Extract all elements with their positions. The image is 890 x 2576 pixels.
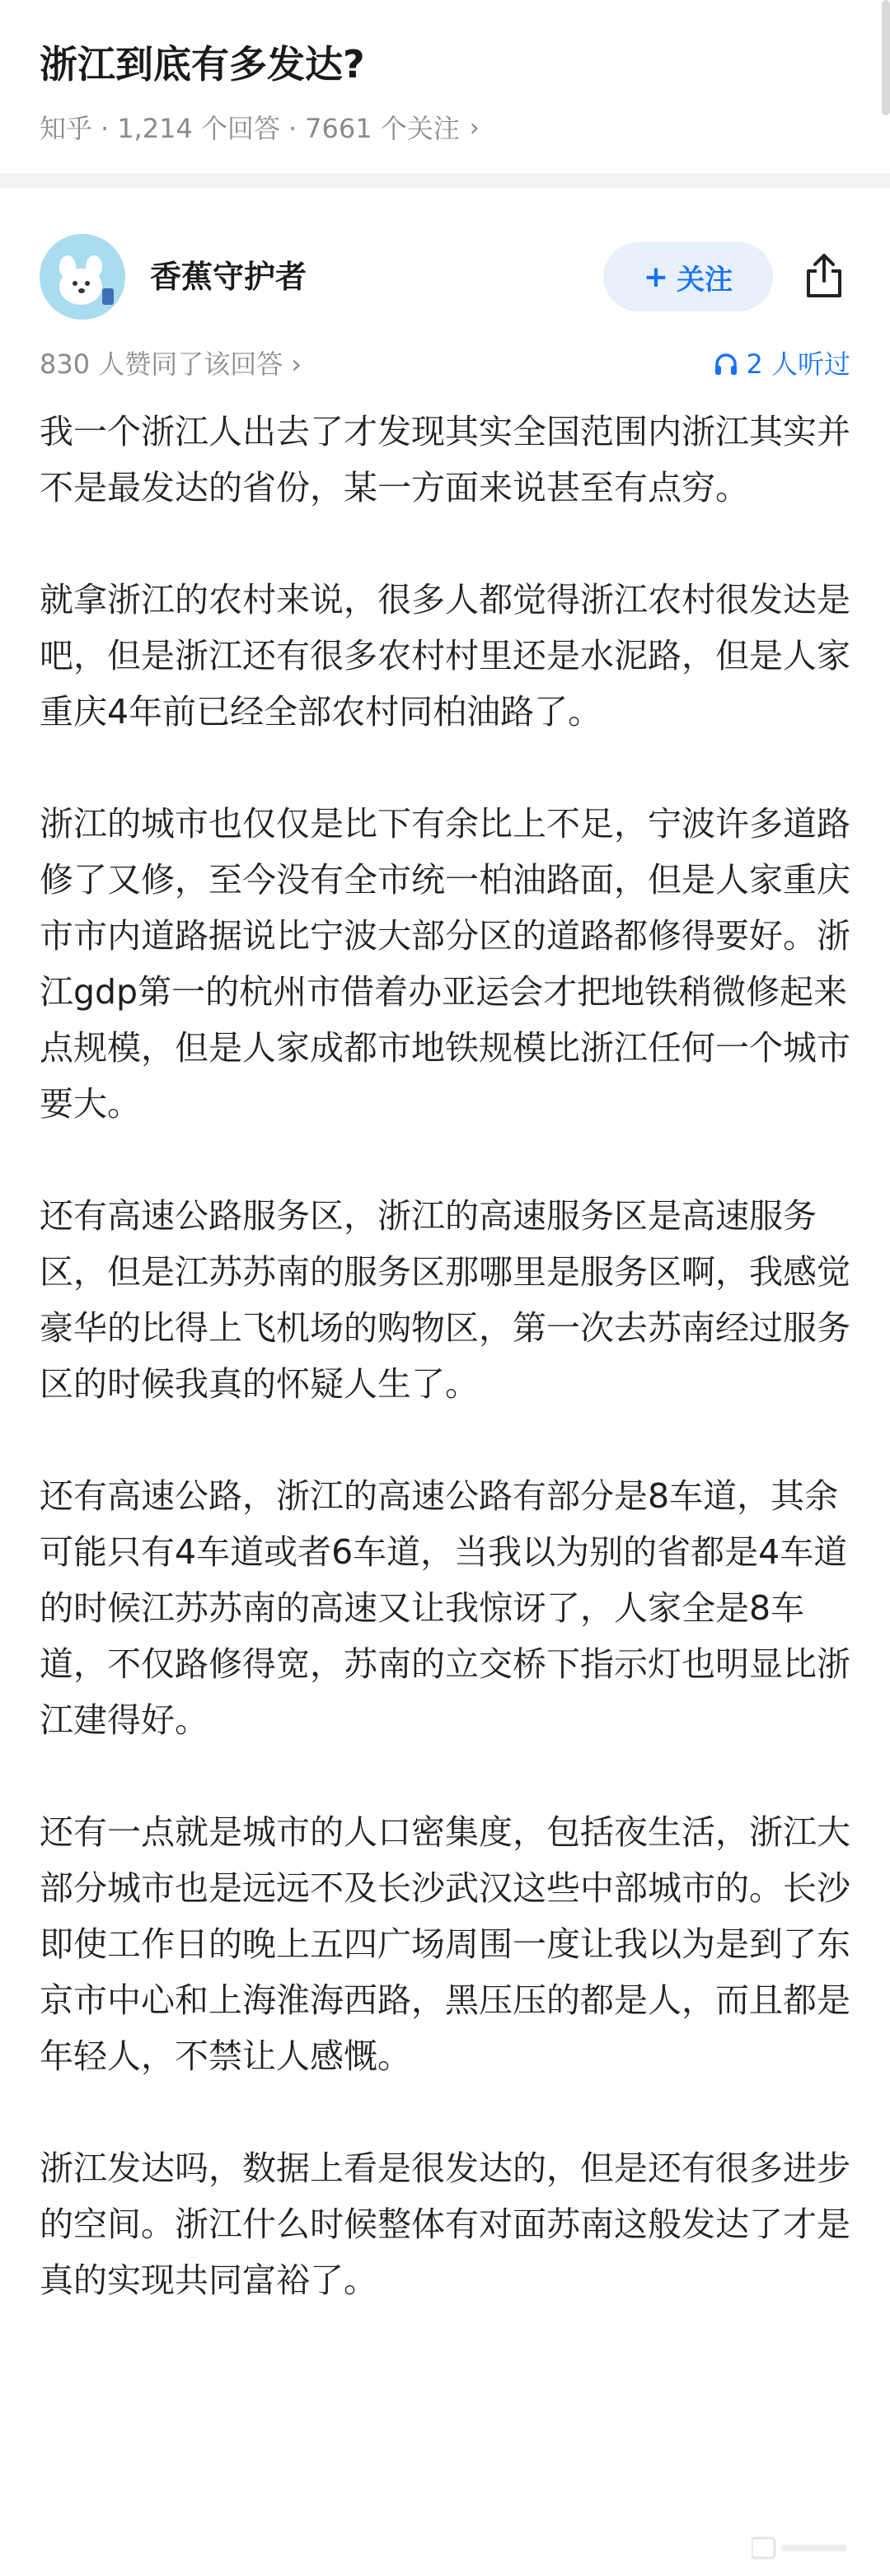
- votes-row: [40, 346, 850, 382]
- listen-badge[interactable]: [713, 346, 850, 382]
- scrollbar[interactable]: [882, 0, 890, 115]
- watermark-logo-icon: [752, 2532, 850, 2564]
- chevron-right-icon: ›: [291, 348, 302, 380]
- headphones-icon: [713, 351, 739, 377]
- answer-paragraph: 还有高速公路，浙江的高速公路有部分是8车道，其余可能只有4车道或者6车道，当我以为别的省都是4车道的时候江苏苏南的高速又让我惊讶了，人家全是8车道，不仅路修得宽，苏南的立交桥下指示灯也明显比浙江建得好。: [40, 1476, 850, 1740]
- source-label: 知乎: [40, 113, 93, 144]
- question-title[interactable]: 浙江到底有多发达?: [40, 42, 365, 86]
- vote-count-label: 830 人赞同了该回答: [40, 348, 283, 380]
- vote-count[interactable]: [40, 346, 302, 382]
- answers-count: 1,214 个回答: [117, 113, 280, 144]
- share-button[interactable]: [798, 249, 850, 302]
- plus-icon: +: [643, 259, 669, 294]
- answer-paragraph: 我一个浙江人出去了才发现其实全国范围内浙江其实并不是最发达的省份，某一方面来说甚至有点穷。: [40, 412, 850, 507]
- answer-paragraph: 还有高速公路服务区，浙江的高速服务区是高速服务区，但是江苏苏南的服务区那哪里是服务区啊，我感觉豪华的比得上飞机场的购物区，第一次去苏南经过服务区的时候我真的怀疑人生了。: [40, 1196, 850, 1404]
- listeners-count: 2 人听过: [746, 348, 850, 380]
- question-meta[interactable]: [40, 112, 480, 145]
- answer-paragraph: 还有一点就是城市的人口密集度，包括夜生活，浙江大部分城市也是远远不及长沙武汉这些中部城市的。长沙即使工作日的晚上五四广场周围一度让我以为是到了东京市中心和上海淮海西路，黑压压的都是人，而且都是年轻人，不禁让人感慨。: [40, 1812, 850, 2076]
- answer-paragraph: 浙江发达吗，数据上看是很发达的，但是还有很多进步的空间。浙江什么时候整体有对面苏南这般发达了才是真的实现共同富裕了。: [40, 2148, 850, 2300]
- follow-label: 关注: [677, 263, 733, 297]
- section-divider: [0, 173, 890, 188]
- follow-button[interactable]: [603, 242, 773, 311]
- author-name[interactable]: 香蕉守护者: [150, 259, 307, 295]
- cartoon-dog-avatar-icon: [40, 234, 125, 320]
- meta-separator: ·: [101, 113, 110, 144]
- answer-paragraph: 就拿浙江的农村来说，很多人都觉得浙江农村很发达是吧，但是浙江还有很多农村村里还是水泥路，但是人家重庆4年前已经全部农村同柏油路了。: [40, 580, 850, 732]
- share-icon: [802, 251, 846, 299]
- question-header: [0, 0, 890, 157]
- chevron-right-icon: ›: [469, 114, 480, 143]
- avatar[interactable]: [40, 234, 125, 320]
- author-row: [40, 234, 850, 320]
- answer-paragraph: 浙江的城市也仅仅是比下有余比上不足，宁波许多道路修了又修，至今没有全市统一柏油路面，但是人家重庆市市内道路据说比宁波大部分区的道路都修得要好。浙江gdp第一的杭州市借着办亚运会才把地铁稍微修起来点规模，但是人家成都市地铁规模比浙江任何一个城市要大。: [40, 804, 850, 1124]
- answer-body: [40, 404, 850, 2308]
- meta-separator: ·: [288, 113, 297, 144]
- followers-count: 7661 个关注: [305, 113, 460, 144]
